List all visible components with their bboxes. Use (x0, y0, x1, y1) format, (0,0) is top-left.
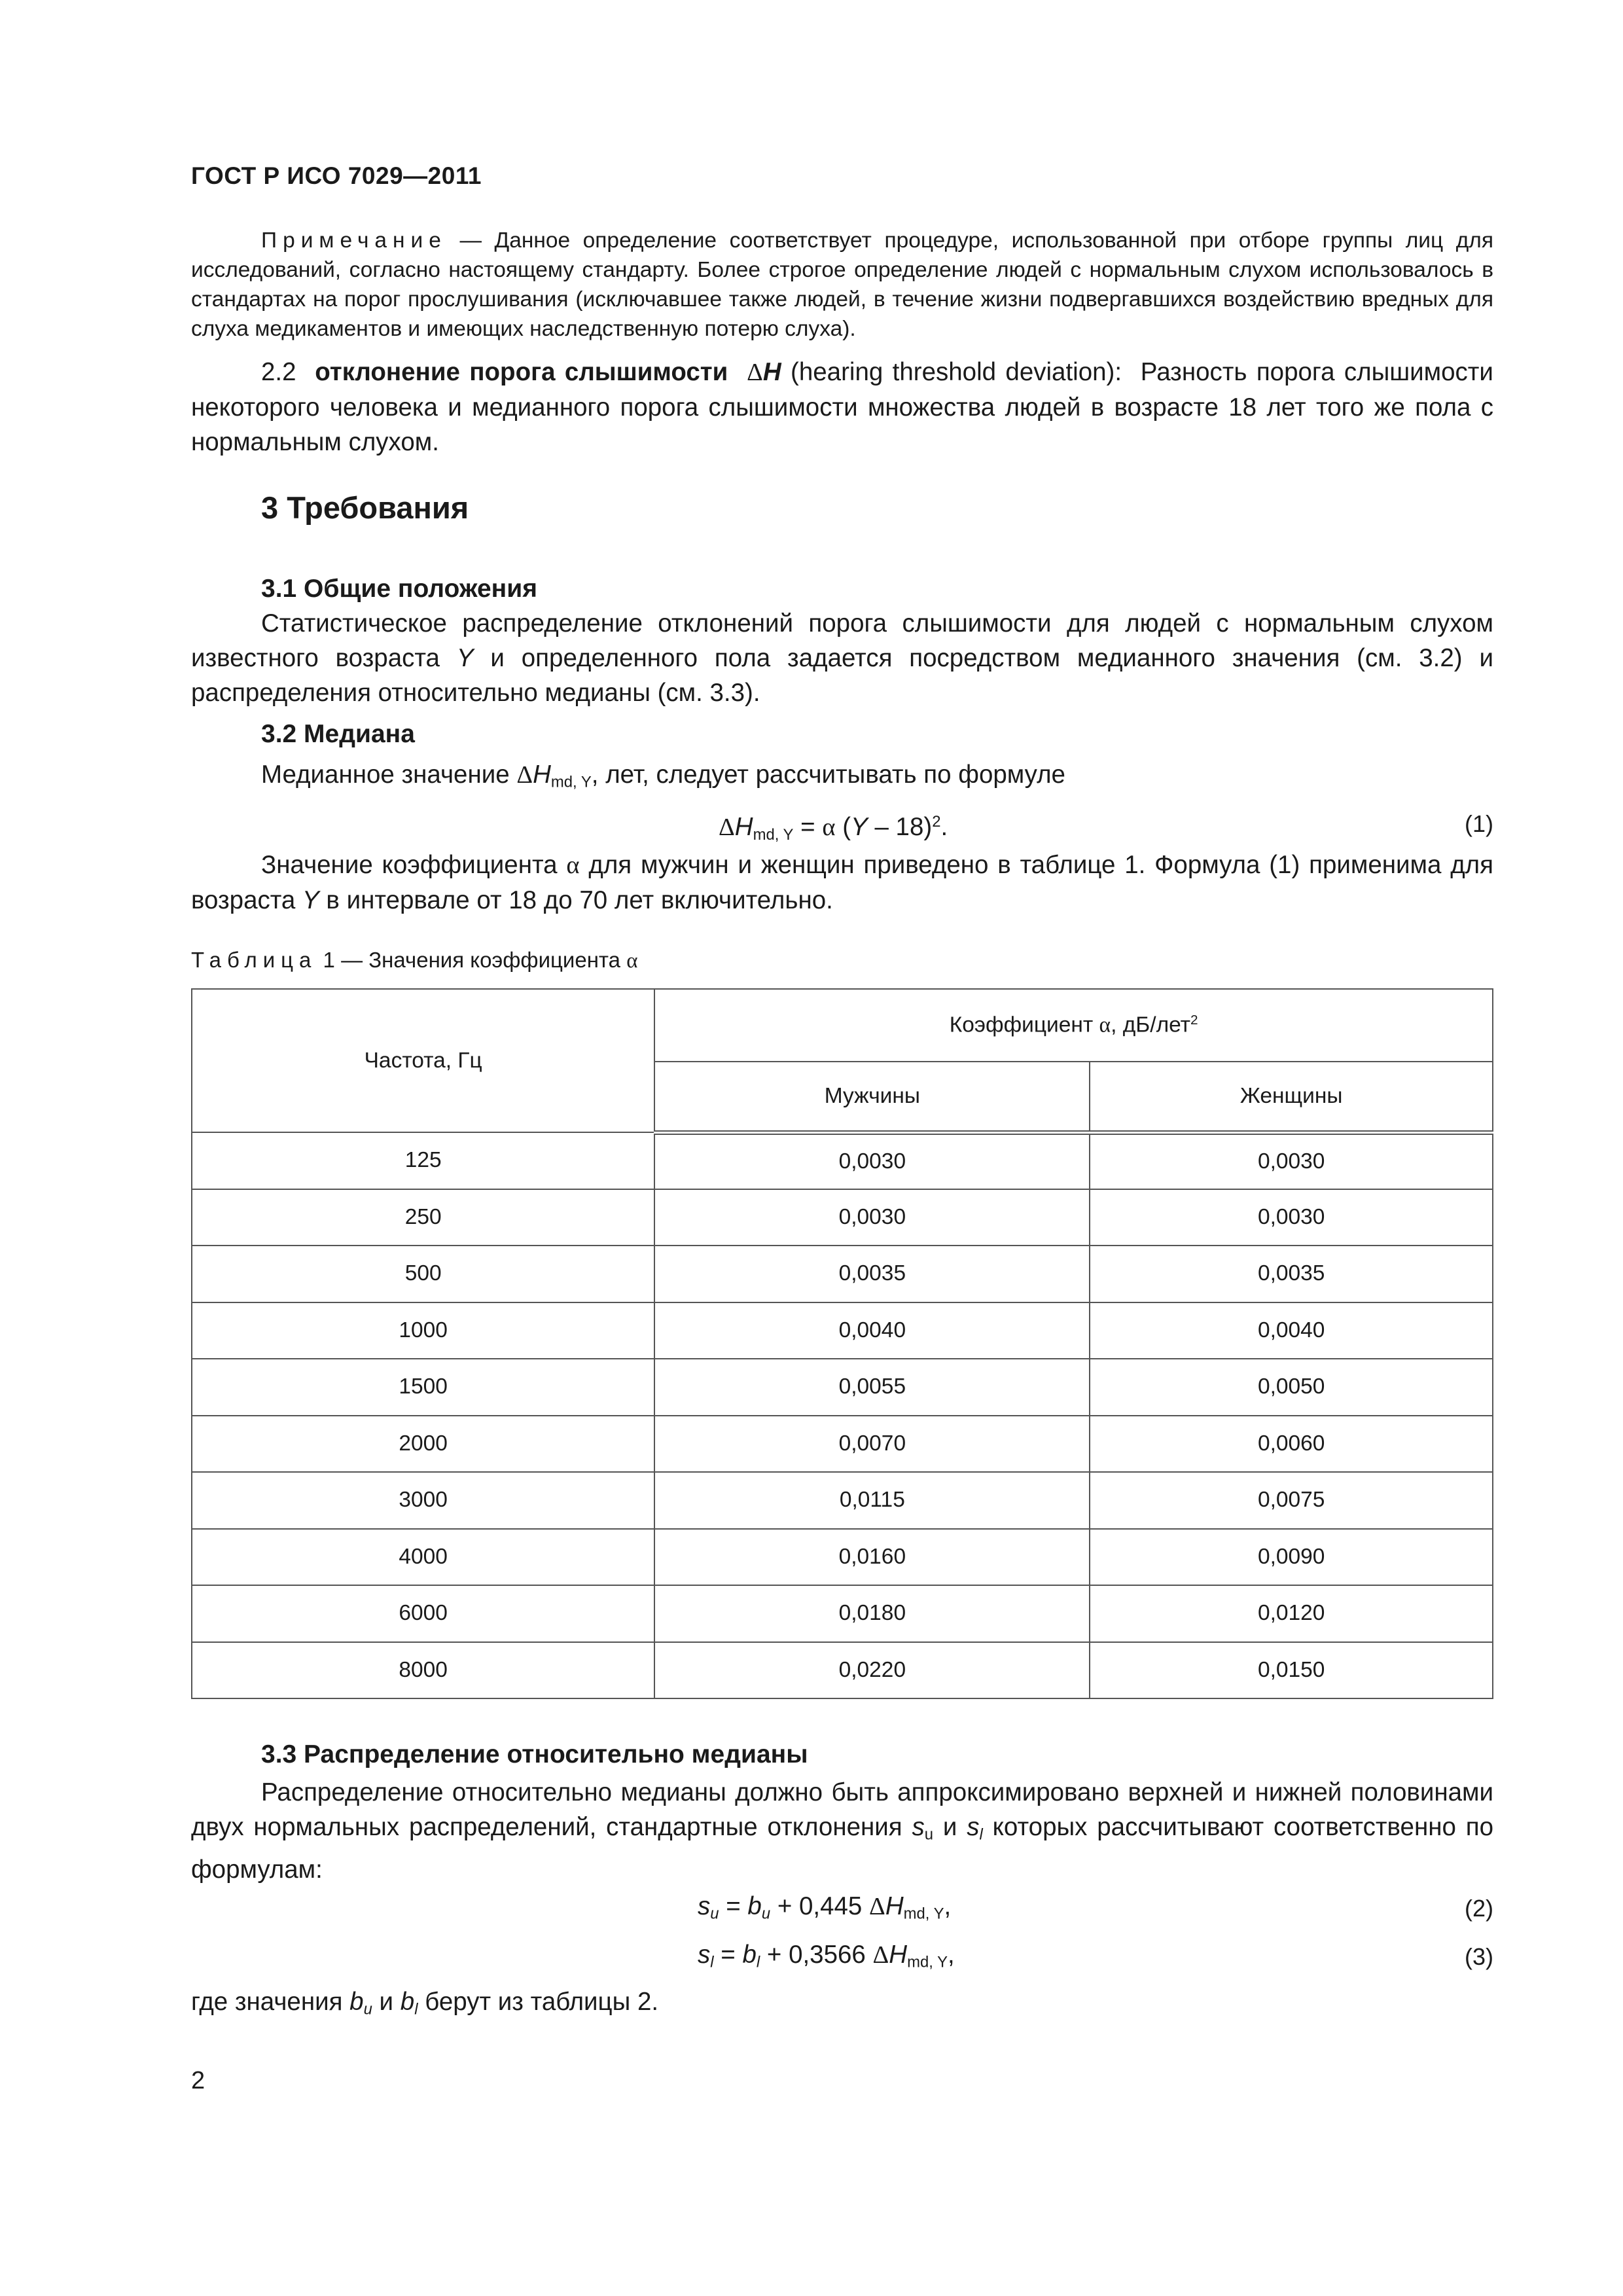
table-row (192, 1189, 1493, 1246)
cell-freq: 500 (192, 1246, 654, 1302)
note-paragraph (191, 226, 1493, 344)
document-header: ГОСТ Р ИСО 7029—2011 (191, 162, 482, 189)
cell-women: 0,0030 (1090, 1189, 1493, 1246)
delta-symbol: Δ (747, 359, 763, 386)
cell-women: 0,0090 (1090, 1529, 1493, 1586)
section-3-3-text: Распределение относительно медианы должно быть аппроксимировано верхней и нижней половинами двух нормальных распределений, стандартные отклонения $s_u$ и $s_l$ которых рассчитывают соответственно по формулам: (191, 1778, 1493, 1884)
header-women: Женщины (1090, 1062, 1493, 1132)
cell-freq: 1000 (192, 1302, 654, 1359)
definition-english: (hearing threshold deviation): (791, 358, 1122, 386)
table-row (192, 1529, 1493, 1586)
section-3-1-title: 3.1 Общие положения (261, 575, 537, 603)
cell-freq: 1500 (192, 1359, 654, 1416)
section-3-2-title: 3.2 Медиана (261, 720, 415, 748)
page-number: 2 (191, 2067, 205, 2094)
equation-number-1: (1) (1465, 810, 1493, 837)
equation-number-3: (3) (1465, 1943, 1493, 1970)
table-row (192, 1302, 1493, 1359)
table-row (192, 1416, 1493, 1473)
term-symbol: H (762, 358, 781, 386)
cell-freq: 2000 (192, 1416, 654, 1473)
formula-2: $s_u = b_u + 0,445$ $\Delta H_{md, Y}$, (698, 1892, 952, 1923)
cell-women: 0,0030 (1090, 1132, 1493, 1189)
definition-text: Разность порога слышимости некоторого человека и медианного порога слышимости множества людей в возрасте 18 лет того же пола с нормальным слухом. (191, 358, 1493, 456)
header-frequency: Частота, Гц (192, 989, 654, 1132)
formula-3: $s_l = b_l + 0,3566$ $\Delta H_{md, Y}$, (698, 1941, 955, 1971)
definition-number: 2.2 (261, 358, 296, 386)
cell-women: 0,0060 (1090, 1416, 1493, 1473)
definition-2-2 (191, 355, 1493, 459)
cell-men: 0,0035 (654, 1246, 1090, 1302)
header-coefficient: Коэффициент α, дБ/лет$^2$ (654, 989, 1493, 1062)
cell-men: 0,0030 (654, 1132, 1090, 1189)
header-men: Мужчины (654, 1062, 1090, 1132)
cell-women: 0,0050 (1090, 1359, 1493, 1416)
cell-women: 0,0040 (1090, 1302, 1493, 1359)
cell-women: 0,0075 (1090, 1472, 1493, 1529)
cell-freq: 250 (192, 1189, 654, 1246)
table-row (192, 1132, 1493, 1189)
table-row (192, 1642, 1493, 1699)
note-label: Примечание (261, 228, 447, 253)
note-text: — Данное определение соответствует процедуре, использованной при отборе группы лиц для исследований, согласно настоящему стандарту. Более строгое определение людей с нормальным слухом использовалось в стандартах на порог прослушивания (исключавшее также людей, в течение жизни подвергавшихся воздействию вредных для слуха медикаментов и имеющих наследственную потерю слуха). (191, 228, 1493, 341)
cell-men: 0,0220 (654, 1642, 1090, 1699)
section-3-title: 3 Требования (261, 490, 469, 525)
table-row (192, 1472, 1493, 1529)
cell-men: 0,0055 (654, 1359, 1090, 1416)
table-row (192, 1246, 1493, 1302)
cell-men: 0,0040 (654, 1302, 1090, 1359)
cell-women: 0,0035 (1090, 1246, 1493, 1302)
cell-women: 0,0150 (1090, 1642, 1493, 1699)
cell-freq: 8000 (192, 1642, 654, 1699)
cell-freq: 125 (192, 1132, 654, 1189)
cell-women: 0,0120 (1090, 1585, 1493, 1642)
where-text: где значения $b_u$ и $b_l$ берут из таблицы 2. (191, 1988, 659, 2018)
cell-freq: 4000 (192, 1529, 654, 1586)
section-3-1-text: Статистическое распределение отклонений порога слышимости для людей с нормальным слухом известного возраста Y и определенного пола задается посредством медианного значения (см. 3.2) и распределения относительно медианы (см. 3.3). (191, 609, 1493, 707)
cell-men: 0,0160 (654, 1529, 1090, 1586)
coefficient-text: Значение коэффициента α для мужчин и женщин приведено в таблице 1. Формула (1) применима для возраста Y в интервале от 18 до 70 лет включительно. (191, 851, 1493, 914)
equation-number-2: (2) (1465, 1895, 1493, 1922)
cell-men: 0,0030 (654, 1189, 1090, 1246)
cell-freq: 3000 (192, 1472, 654, 1529)
median-intro: Медианное значение $\Delta H_{md, Y}$, лет, следует рассчитывать по формуле (261, 761, 1065, 791)
cell-freq: 6000 (192, 1585, 654, 1642)
section-3-3-title: 3.3 Распределение относительно медианы (261, 1740, 808, 1768)
definition-term: отклонение порога слышимости (315, 358, 728, 386)
cell-men: 0,0115 (654, 1472, 1090, 1529)
cell-men: 0,0180 (654, 1585, 1090, 1642)
table-1-caption: Таблица 1 — Значения коэффициента α (191, 948, 638, 973)
coefficient-table (191, 988, 1493, 1699)
formula-1: $\Delta H_{md, Y} = \alpha$ (Y – 18)$^2$. (719, 813, 948, 844)
cell-men: 0,0070 (654, 1416, 1090, 1473)
table-row (192, 1585, 1493, 1642)
table-row (192, 1359, 1493, 1416)
